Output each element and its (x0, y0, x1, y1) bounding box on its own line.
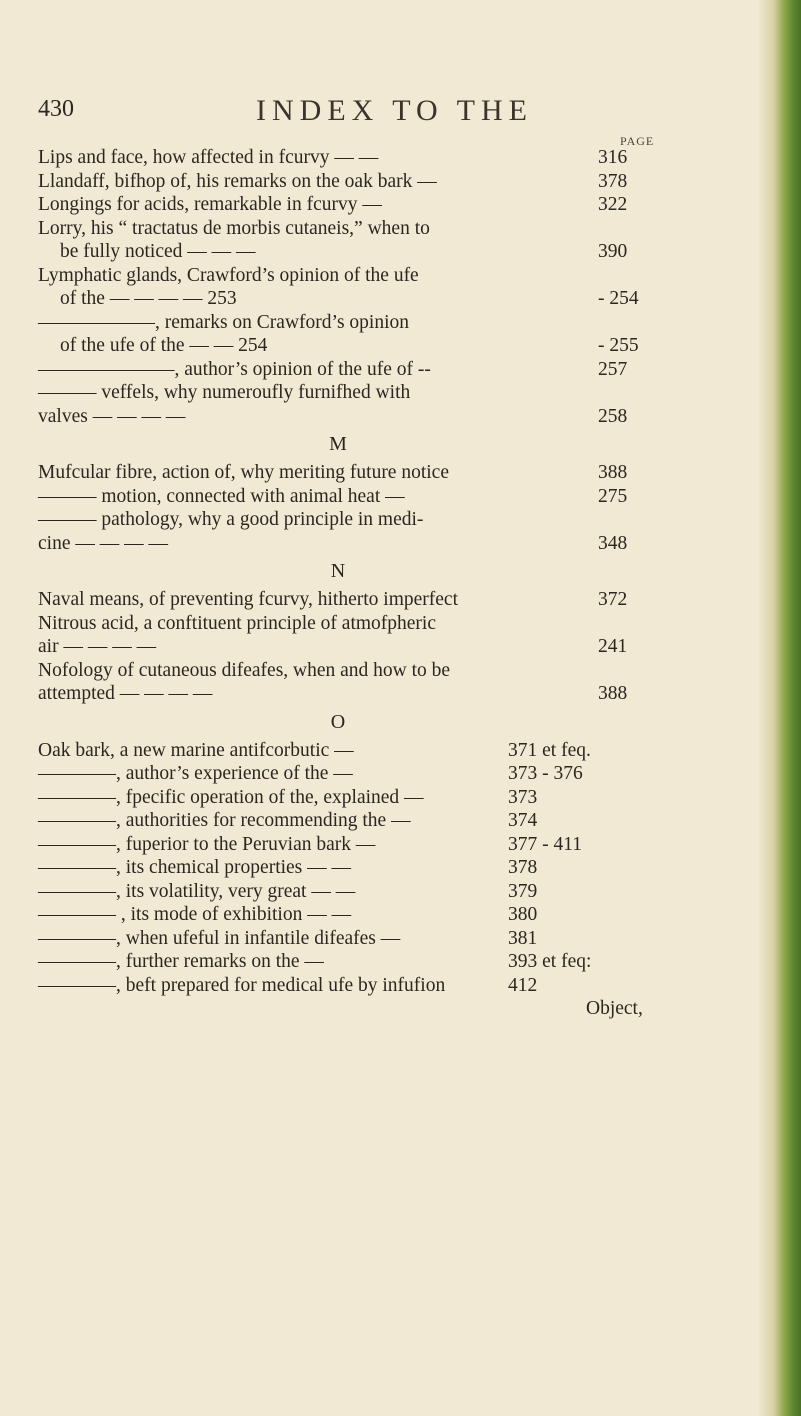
entry-text: Nofology of cutaneous difeafes, when and how to be (38, 659, 451, 681)
catchword: Object, (586, 998, 643, 1019)
entry-page-number: 377 - 411 (508, 833, 583, 855)
page-edge (759, 0, 801, 1416)
entry-text: Longings for acids, remarkable in fcurvy — (38, 194, 382, 215)
index-entry (38, 240, 688, 264)
entry-page-number: 390 (598, 241, 628, 262)
entry-text: Lips and face, how affected in fcurvy — — (38, 147, 379, 168)
index-entry (38, 739, 688, 763)
index-entry (38, 508, 688, 532)
section-heading-N: N (330, 560, 346, 582)
entry-text: ———————, author’s opinion of the ufe of -- (38, 358, 431, 380)
entry-page-number: 348 (598, 532, 628, 554)
entry-text: Lymphatic glands, Crawford’s opinion of the ufe (38, 264, 419, 286)
index-entry (38, 170, 688, 194)
entry-text: ————, further remarks on the — (38, 951, 324, 972)
index-group-L (38, 146, 688, 428)
entry-page-number: 257 (598, 358, 628, 380)
entry-text: attempted — — — — (38, 683, 213, 704)
entry-page-number: - 254 (598, 288, 639, 309)
entry-text: be fully noticed — — — (60, 241, 256, 262)
entry-page-number: 380 (508, 904, 538, 925)
entry-text: of the ufe of the — — 254 (60, 335, 268, 356)
index-entry (38, 786, 688, 810)
entry-text: ————, beft prepared for medical ufe by infufion (38, 974, 446, 996)
index-group-O (38, 739, 688, 998)
entry-text: ——— veffels, why numeroufly furnifhed with (38, 382, 411, 403)
index-entry (38, 833, 688, 857)
index-entry (38, 903, 688, 927)
entry-page-number: 388 (598, 683, 628, 704)
entry-page-number: 378 (508, 857, 538, 878)
entry-text: valves — — — — (38, 405, 186, 427)
entry-text: Nitrous acid, a conftituent principle of atmofpheric (38, 612, 436, 634)
page-number: 430 (38, 96, 74, 122)
index-entry (38, 334, 688, 358)
entry-text: of the — — — — 253 (60, 288, 237, 309)
entry-text: ————, author’s experience of the — (38, 763, 353, 784)
catchword-line (38, 997, 688, 1021)
index-entry (38, 287, 688, 311)
index-entry (38, 950, 688, 974)
entry-page-number: 241 (598, 636, 628, 657)
entry-text: ————, fpecific operation of the, explained — (38, 786, 424, 808)
index-entry (38, 880, 688, 904)
entry-text: ——————, remarks on Crawford’s opinion (38, 311, 409, 333)
index-entry (38, 762, 688, 786)
index-entry (38, 381, 688, 405)
page-column-label: PAGE (620, 134, 655, 148)
entry-page-number: - 255 (598, 335, 639, 356)
index-entry (38, 927, 688, 951)
index-entry (38, 682, 688, 706)
index-entry (38, 217, 688, 241)
index-group-N (38, 588, 688, 706)
section-heading-O: O (330, 710, 346, 733)
entry-text: ——— motion, connected with animal heat — (38, 485, 405, 507)
index-entry (38, 146, 688, 170)
entry-text: ——— pathology, why a good principle in medi- (38, 509, 424, 530)
index-entry (38, 405, 688, 429)
section-heading-M: M (329, 433, 347, 455)
index-entry (38, 635, 688, 659)
entry-text: ————, when ufeful in infantile difeafes — (38, 927, 401, 949)
index-entry (38, 659, 688, 683)
entry-page-number: 388 (598, 462, 628, 483)
index-entry (38, 193, 688, 217)
running-title: INDEX TO THE (256, 94, 533, 127)
entry-text: Llandaff, bifhop of, his remarks on the oak bark — (38, 170, 437, 192)
entry-page-number: 393 et feq: (508, 951, 592, 972)
index-entry (38, 485, 688, 509)
index-entry (38, 532, 688, 556)
entry-text: air — — — — (38, 636, 157, 657)
entry-page-number: 316 (598, 147, 628, 168)
entry-page-number: 374 (508, 810, 538, 831)
index-entry (38, 588, 688, 612)
index-entry (38, 264, 688, 288)
index-entry (38, 311, 688, 335)
entry-text: Oak bark, a new marine antifcorbutic — (38, 739, 354, 761)
index-entry (38, 856, 688, 880)
entry-text: ————, fuperior to the Peruvian bark — (38, 833, 376, 855)
entry-page-number: 378 (598, 170, 628, 192)
index-entry (38, 809, 688, 833)
entry-text: ————, its chemical properties — — (38, 857, 352, 878)
index-entry (38, 461, 688, 485)
entry-page-number: 381 (508, 927, 538, 949)
entry-page-number: 275 (598, 485, 628, 507)
entry-text: ———— , its mode of exhibition — — (38, 904, 352, 925)
entry-page-number: 322 (598, 194, 628, 215)
entry-page-number: 379 (508, 880, 538, 902)
entry-text: ————, authorities for recommending the — (38, 810, 411, 831)
entry-page-number: 412 (508, 974, 538, 996)
entry-text: Mufcular fibre, action of, why meriting future notice (38, 462, 449, 483)
entry-text: Naval means, of preventing fcurvy, hitherto imperfect (38, 589, 458, 610)
index-entry (38, 358, 688, 382)
entry-page-number: 373 (508, 786, 538, 808)
entry-text: Lorry, his “ tractatus de morbis cutaneis,” when to (38, 217, 430, 239)
index-entry (38, 612, 688, 636)
entry-page-number: 258 (598, 405, 628, 427)
index-group-M (38, 461, 688, 555)
page-header (38, 96, 658, 132)
entry-page-number: 372 (598, 589, 628, 610)
index-entries (38, 146, 688, 1021)
entry-text: cine — — — — (38, 532, 168, 554)
entry-page-number: 373 - 376 (508, 763, 583, 784)
index-entry (38, 974, 688, 998)
entry-page-number: 371 et feq. (508, 739, 591, 761)
entry-text: ————, its volatility, very great — — (38, 880, 356, 902)
